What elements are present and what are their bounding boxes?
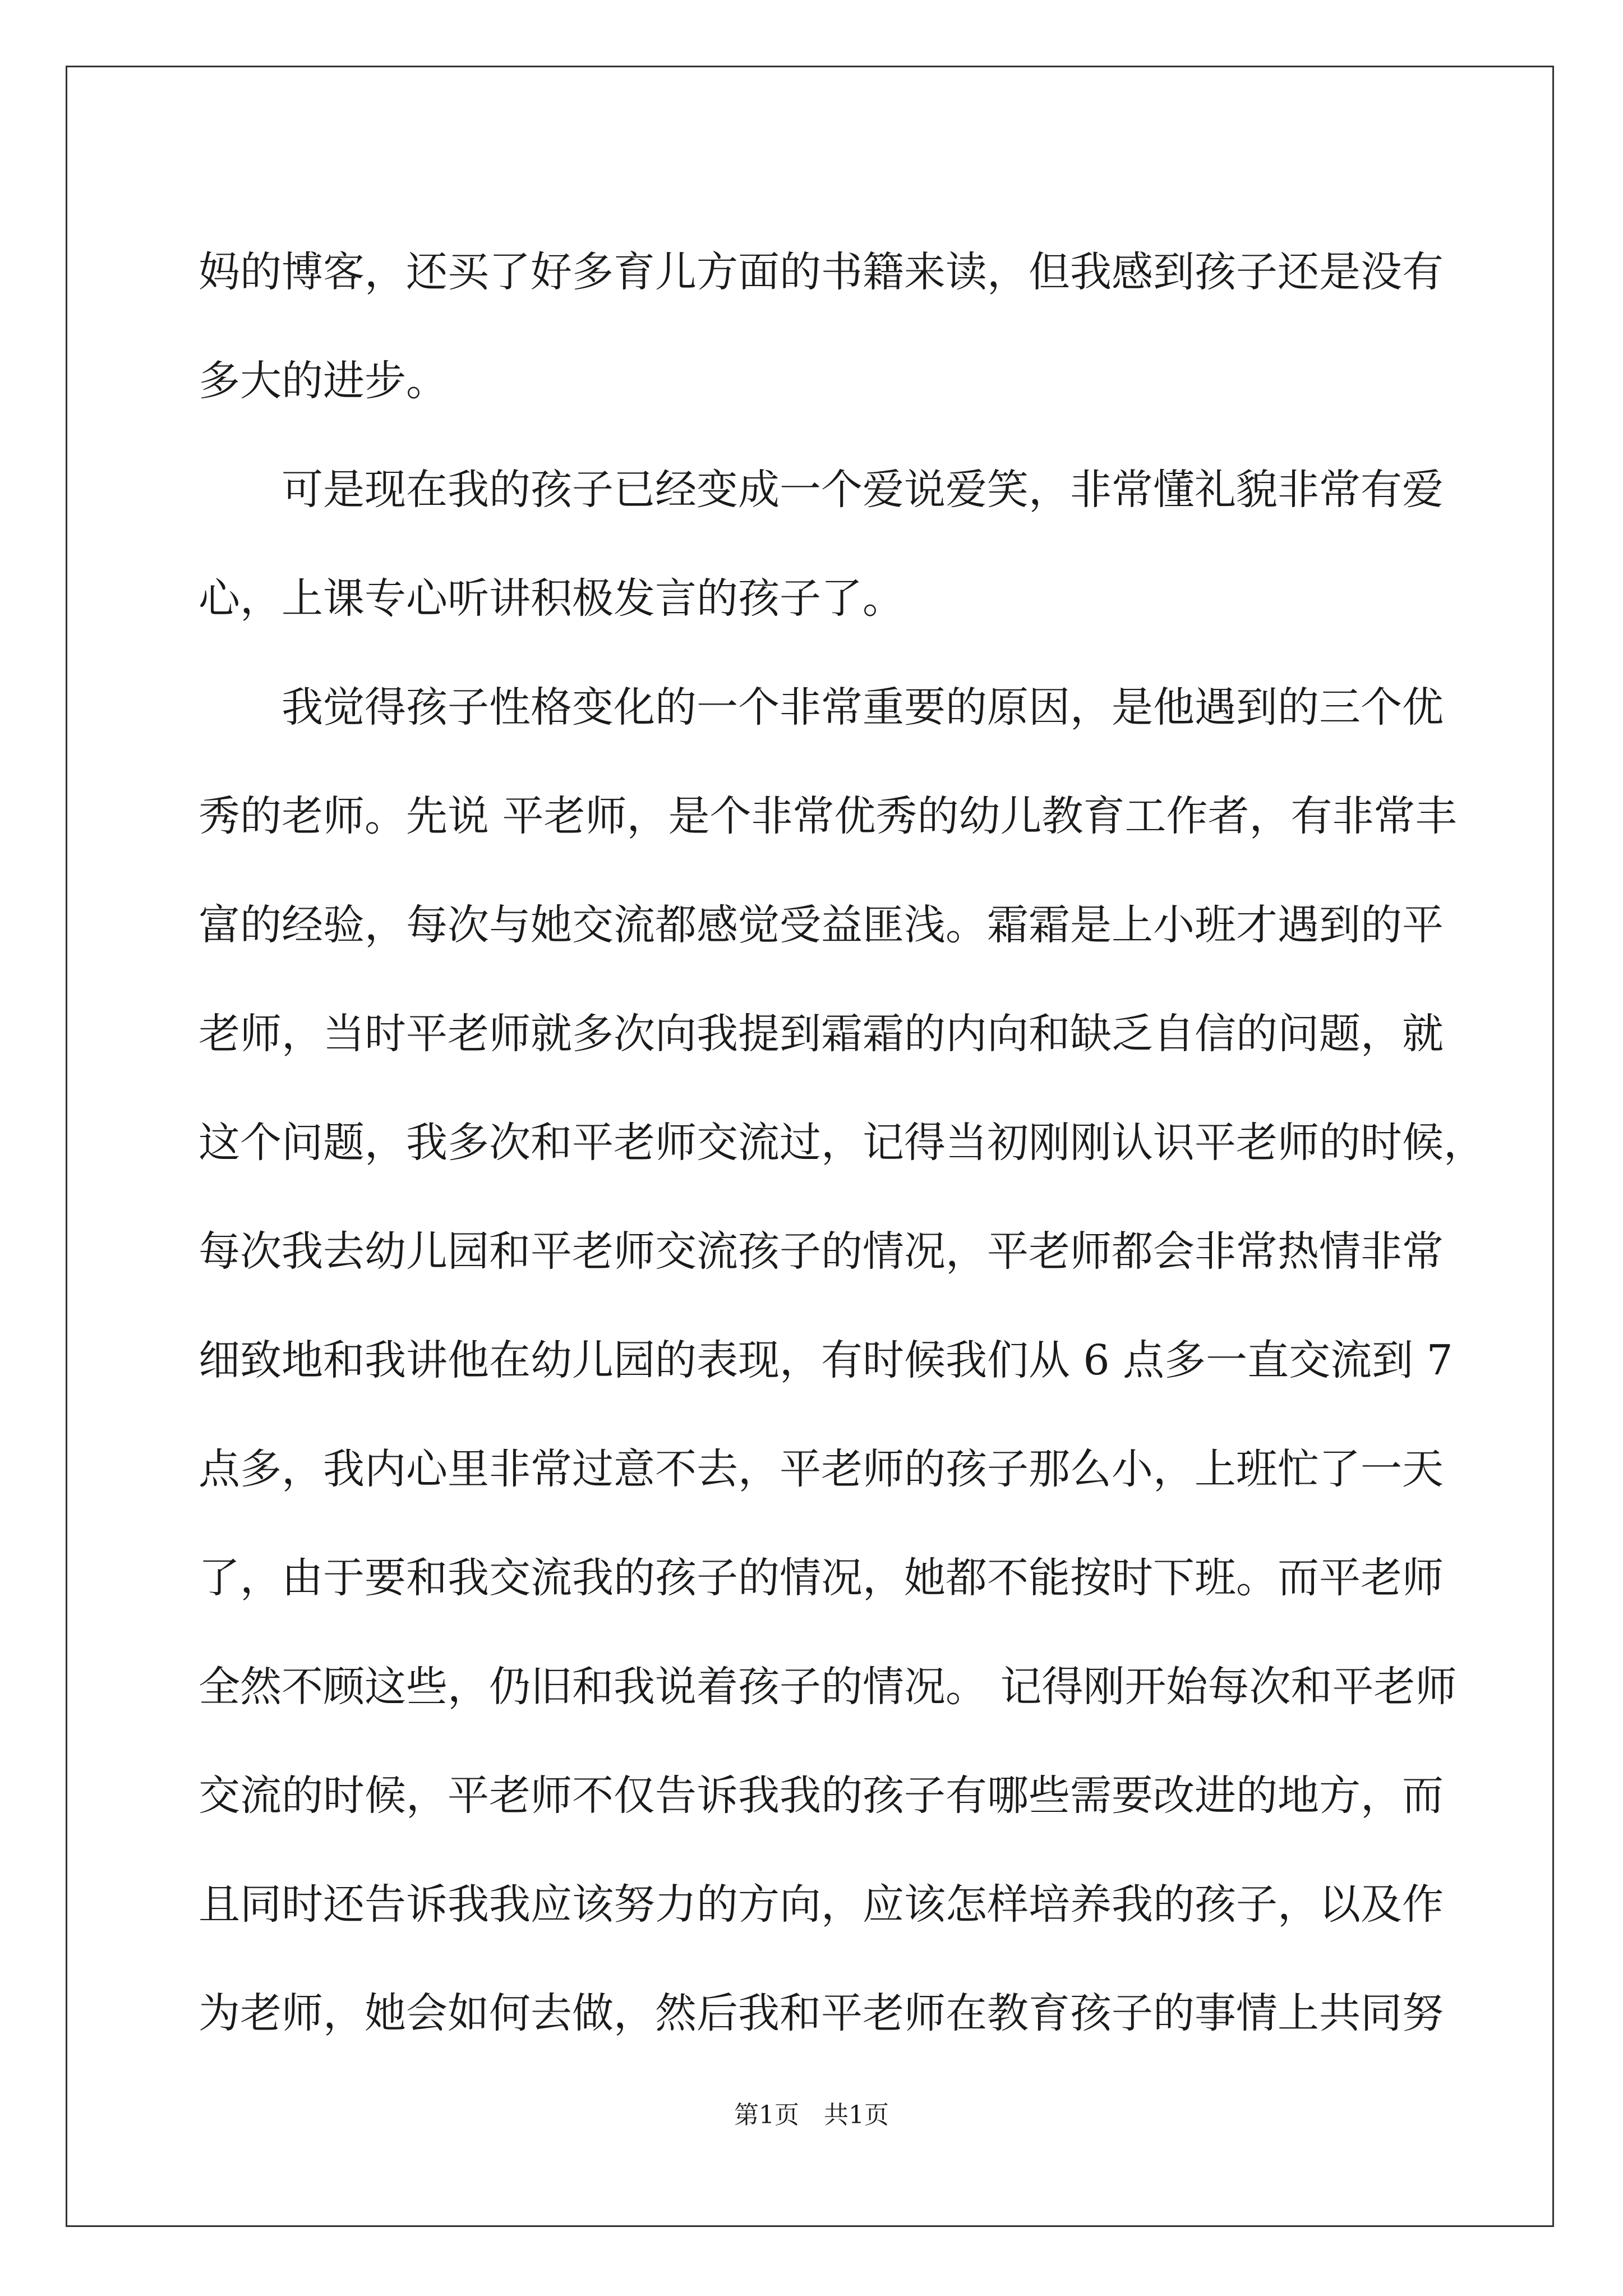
text-line: 我觉得孩子性格变化的一个非常重要的原因，是他遇到的三个优 xyxy=(199,683,1444,731)
text-line: 每次我去幼儿园和平老师交流孩子的情况，平老师都会非常热情非常 xyxy=(199,1227,1444,1276)
text-line: 交流的时候，平老师不仅告诉我我的孩子有哪些需要改进的地方，而 xyxy=(199,1772,1444,1820)
text-line: 点多，我内心里非常过意不去，平老师的孩子那么小，上班忙了一天 xyxy=(199,1445,1444,1493)
text-line: 这个问题，我多次和平老师交流过，记得当初刚刚认识平老师的时候， xyxy=(199,1119,1485,1167)
text-line: 心，上课专心听讲积极发言的孩子了。 xyxy=(199,574,904,623)
text-line: 富的经验，每次与她交流都感觉受益匪浅。霜霜是上小班才遇到的平 xyxy=(199,901,1444,949)
text-line: 为老师，她会如何去做，然后我和平老师在教育孩子的事情上共同努 xyxy=(199,1989,1444,2037)
text-line: 且同时还告诉我我应该努力的方向，应该怎样培养我的孩子，以及作 xyxy=(199,1880,1444,1929)
text-line: 妈的博客，还买了好多育儿方面的书籍来读，但我感到孩子还是没有 xyxy=(199,248,1444,296)
text-line: 秀的老师。先说 平老师，是个非常优秀的幼儿教育工作者，有非常丰 xyxy=(199,792,1457,840)
text-line: 多大的进步。 xyxy=(199,357,448,405)
page-footer: 第1页 共1页 xyxy=(734,2101,889,2129)
text-line: 老师，当时平老师就多次向我提到霜霜的内向和缺乏自信的问题，就 xyxy=(199,1010,1444,1058)
text-line: 细致地和我讲他在幼儿园的表现，有时候我们从 6 点多一直交流到 7 xyxy=(199,1336,1453,1384)
text-line: 了，由于要和我交流我的孩子的情况，她都不能按时下班。而平老师 xyxy=(199,1554,1444,1602)
body-text xyxy=(199,218,1485,2068)
text-line: 全然不顾这些，仍旧和我说着孩子的情况。 记得刚开始每次和平老师 xyxy=(199,1663,1457,1711)
text-line: 可是现在我的孩子已经变成一个爱说爱笑，非常懂礼貌非常有爱 xyxy=(199,466,1444,514)
